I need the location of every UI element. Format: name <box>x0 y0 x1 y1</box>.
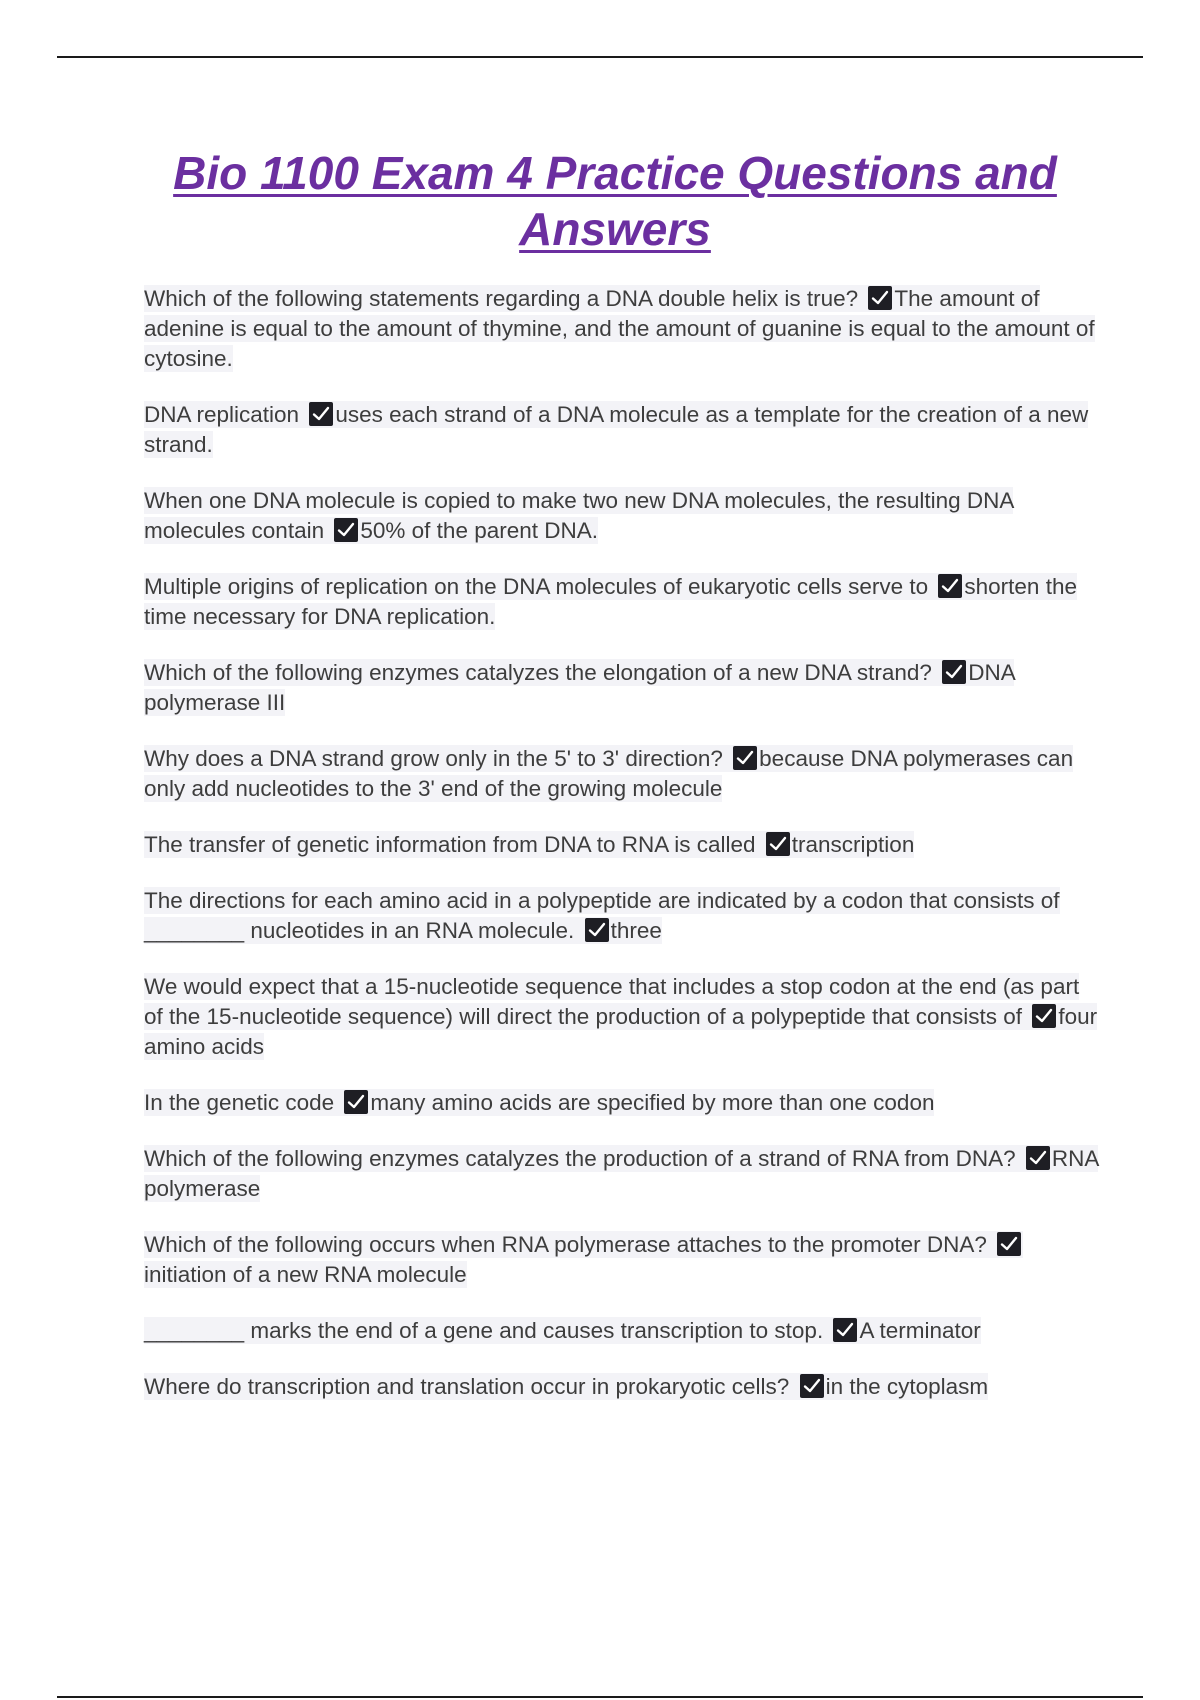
qa-item <box>144 744 1104 804</box>
qa-item <box>144 1088 1104 1118</box>
checkbox-checked-icon <box>585 918 609 942</box>
checkbox-checked-icon <box>1026 1146 1050 1170</box>
question-text: The transfer of genetic information from DNA to RNA is called <box>144 832 756 857</box>
checkbox-checked-icon <box>344 1090 368 1114</box>
answer-text: in the cytoplasm <box>825 1374 989 1399</box>
top-rule <box>57 56 1143 58</box>
question-text: Which of the following enzymes catalyzes the production of a strand of RNA from DNA? <box>144 1146 1016 1171</box>
qa-item <box>144 572 1104 632</box>
question-text: Which of the following occurs when RNA polymerase attaches to the promoter DNA? <box>144 1232 987 1257</box>
question-text: DNA replication <box>144 402 300 427</box>
question-text: Which of the following statements regarding a DNA double helix is true? <box>144 286 859 311</box>
answer-text: A terminator <box>859 1318 981 1343</box>
question-text: The directions for each amino acid in a polypeptide are indicated by a codon that consists of ________ nucleotides in an RNA molecule. <box>144 888 1060 943</box>
answer-text: four amino acids <box>144 1004 1098 1059</box>
answer-text: 50% of the parent DNA. <box>360 518 599 543</box>
question-text: We would expect that a 15-nucleotide sequence that includes a stop codon at the end (as part of the 15-nucleotide sequence) will direct the production of a polypeptide that consists of <box>144 974 1080 1029</box>
answer-text: uses each strand of a DNA molecule as a template for the creation of a new strand. <box>144 402 1089 457</box>
answer-text: initiation of a new RNA molecule <box>144 1262 467 1287</box>
checkbox-checked-icon <box>1032 1004 1056 1028</box>
question-text: Why does a DNA strand grow only in the 5' to 3' direction? <box>144 746 723 771</box>
qa-item <box>144 284 1104 374</box>
checkbox-checked-icon <box>800 1374 824 1398</box>
qa-item <box>144 400 1104 460</box>
answer-text: three <box>610 918 662 943</box>
checkbox-checked-icon <box>868 286 892 310</box>
qa-item <box>144 658 1104 718</box>
checkbox-checked-icon <box>938 574 962 598</box>
answer-text: DNA polymerase III <box>144 660 1015 715</box>
checkbox-checked-icon <box>766 832 790 856</box>
question-text: Multiple origins of replication on the DNA molecules of eukaryotic cells serve to <box>144 574 929 599</box>
checkbox-checked-icon <box>733 746 757 770</box>
answer-text: The amount of adenine is equal to the amount of thymine, and the amount of guanine is equal to the amount of cytosine. <box>144 286 1095 371</box>
answer-text: because DNA polymerases can only add nucleotides to the 3' end of the growing molecule <box>144 746 1074 801</box>
qa-item <box>144 886 1104 946</box>
answer-text: transcription <box>791 832 915 857</box>
qa-item <box>144 1372 1104 1402</box>
qa-item <box>144 1316 1104 1346</box>
question-text: ________ marks the end of a gene and causes transcription to stop. <box>144 1318 824 1343</box>
question-text: Where do transcription and translation occur in prokaryotic cells? <box>144 1374 790 1399</box>
bottom-rule <box>57 1696 1143 1698</box>
answer-text: many amino acids are specified by more than one codon <box>370 1090 935 1115</box>
qa-item <box>144 1144 1104 1204</box>
qa-item <box>144 1230 1104 1290</box>
checkbox-checked-icon <box>334 518 358 542</box>
qa-list <box>144 284 1104 1428</box>
qa-item <box>144 972 1104 1062</box>
title-block <box>140 145 1090 257</box>
answer-text: shorten the time necessary for DNA replication. <box>144 574 1077 629</box>
answer-text: RNA polymerase <box>144 1146 1099 1201</box>
question-text: In the genetic code <box>144 1090 335 1115</box>
qa-item <box>144 486 1104 546</box>
checkbox-checked-icon <box>997 1232 1021 1256</box>
qa-item <box>144 830 1104 860</box>
question-text: Which of the following enzymes catalyzes the elongation of a new DNA strand? <box>144 660 932 685</box>
question-text: When one DNA molecule is copied to make two new DNA molecules, the resulting DNA molecules contain <box>144 488 1014 543</box>
page-title: Bio 1100 Exam 4 Practice Questions and Answers <box>173 147 1057 255</box>
checkbox-checked-icon <box>942 660 966 684</box>
checkbox-checked-icon <box>833 1318 857 1342</box>
checkbox-checked-icon <box>309 402 333 426</box>
